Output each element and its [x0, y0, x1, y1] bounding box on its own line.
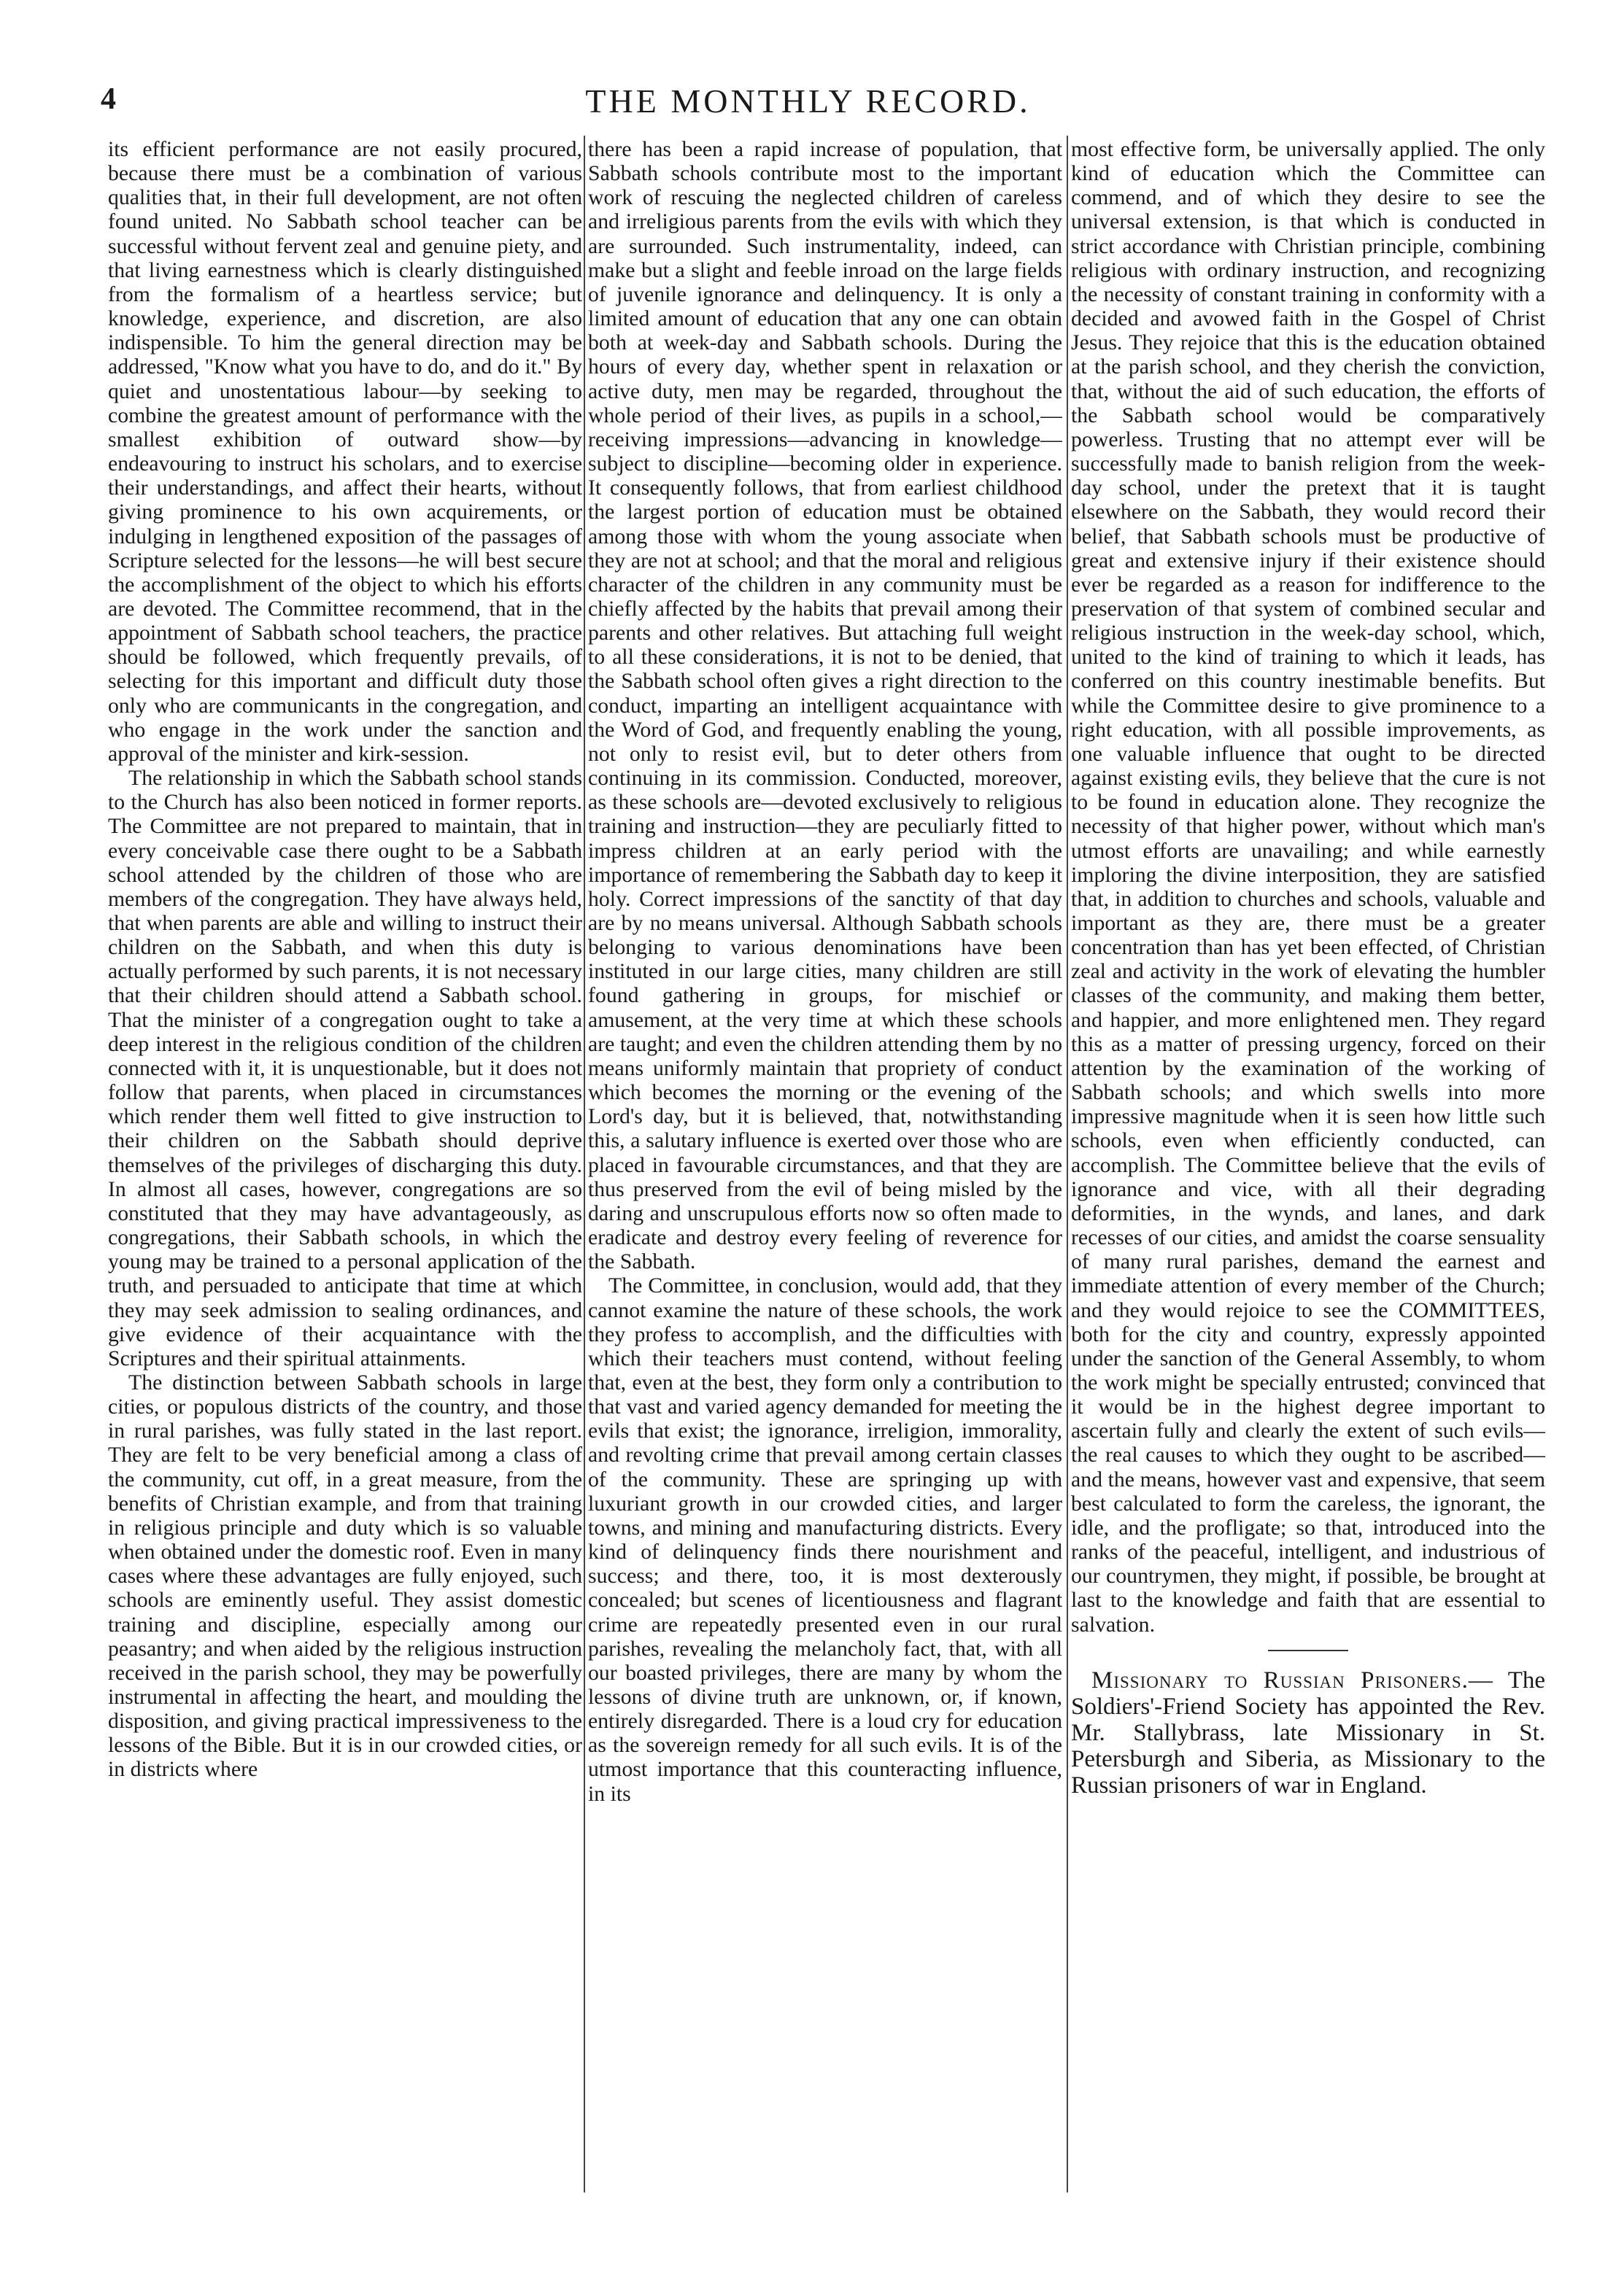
paragraph: its efficient performance are not easily procured, because there must be a combination of various qualities that, in their full development, are not often found united. No Sabbath school teacher can be successful without fervent zeal and genuine piety, and that living earnestness which is clearly distinguished from the formalism of a heartless service; but knowledge, experience, and discretion, are also indispensible. To him the general direction may be addressed, "Know what you have to do, and do it." By quiet and unostentatious labour—by seeking to combine the greatest amount of performance with the smallest exhibition of outward show—by endeavouring to instruct his scholars, and to exercise their understandings, and affect their hearts, without giving prominence to his own acquirements, or indulging in lengthened exposition of the passages of Scripture selected for the lessons—he will best secure the accomplishment of the object to which his efforts are devoted. The Committee recommend, that in the appointment of Sabbath school teachers, the practice should be followed, which frequently prevails, of selecting for this important and difficult duty those only who are communicants in the congregation, and who engage in the work under the sanction and approval of the minister and kirk-session.: [108, 137, 582, 766]
text-column-2: [588, 137, 1062, 1806]
paragraph: there has been a rapid increase of population, that Sabbath schools contribute most to the important work of rescuing the neglected children of careless and irreligious parents from the evils with which they are surrounded. Such instrumentality, indeed, can make but a slight and feeble inroad on the large fields of juvenile ignorance and delinquency. It is only a limited amount of education that any one can obtain both at week-day and Sabbath schools. During the hours of every day, whether spent in relaxation or active duty, men may be regarded, throughout the whole period of their lives, as pupils in a school,—receiving impressions—advancing in knowledge—subject to discipline—becoming older in experience. It consequently follows, that from earliest childhood the largest portion of education must be obtained among those with whom the young associate when they are not at school; and that the moral and religious character of the children in any community must be chiefly affected by the habits that prevail among their parents and other relatives. But attaching full weight to all these considerations, it is not to be denied, that the Sabbath school often gives a right direction to the conduct, imparting an intelligent acquaintance with the Word of God, and frequently enabling the young, not only to resist evil, but to deter others from continuing in its commission. Conducted, moreover, as these schools are—devoted exclusively to religious training and instruction—they are peculiarly fitted to impress children at an early period with the importance of remembering the Sabbath day to keep it holy. Correct impressions of the sanctity of that day are by no means universal. Although Sabbath schools belonging to various denominations have been instituted in our large cities, many children are still found gathering in groups, for mischief or amusement, at the very time at which these schools are taught; and even the children attending them by no means uniformly maintain that propriety of conduct which becomes the morning or the evening of the Lord's day, but it is believed, that, notwithstanding this, a salutary influence is exerted over those who are placed in favourable circumstances, and that they are thus preserved from the evil of being misled by the daring and unscrupulous efforts now so often made to eradicate and destroy every feeling of reverence for the Sabbath.: [588, 137, 1062, 1274]
paragraph: The relationship in which the Sabbath school stands to the Church has also been noticed in former reports. The Committee are not prepared to maintain, that in every conceivable case there ought to be a Sabbath school attended by the children of those who are members of the congregation. They have always held, that when parents are able and willing to instruct their children on the Sabbath, and when this duty is actually performed by such parents, it is not necessary that their children should attend a Sabbath school. That the minister of a congregation ought to take a deep interest in the religious condition of the children connected with it, it is unquestionable, but it does not follow that parents, when placed in circumstances which render them well fitted to give instruction to their children on the Sabbath should deprive themselves of the privileges of discharging this duty. In almost all cases, however, congregations are so constituted that they may have advantageously, as congregations, their Sabbath schools, in which the young may be trained to a personal application of the truth, and persuaded to anticipate that time at which they may seek admission to sealing ordinances, and give evidence of their acquaintance with the Scriptures and their spiritual attainments.: [108, 766, 582, 1370]
text-column-1: [108, 137, 582, 1782]
column-rule-left: [584, 136, 585, 2192]
paragraph: most effective form, be universally applied. The only kind of education which the Committee can commend, and of which they desire to see the universal extension, is that which is conducted in strict accordance with Christian principle, combining religious with ordinary instruction, and recognizing the necessity of constant training in conformity with a decided and avowed faith in the Gospel of Christ Jesus. They rejoice that this is the education obtained at the parish school, and they cherish the conviction, that, without the aid of such education, the efforts of the Sabbath school would be comparatively powerless. Trusting that no attempt ever will be successfully made to banish religion from the week-day school, under the pretext that it is taught elsewhere on the Sabbath, they would record their belief, that Sabbath schools must be productive of great and extensive injury if their existence should ever be regarded as a reason for indifference to the preservation of that system of combined secular and religious instruction in the week-day school, which, united to the kind of training to which it leads, has conferred on this country inestimable benefits. But while the Committee desire to give prominence to a right education, with all possible improvements, as one valuable influence that ought to be directed against existing evils, they believe that the cure is not to be found in education alone. They recognize the necessity of that higher power, without which man's utmost efforts are unavailing; and while earnestly imploring the divine interposition, they are satisfied that, in addition to churches and schools, valuable and important as they are, there must be a greater concentration than has yet been effected, of Christian zeal and activity in the work of elevating the humbler classes of the community, and making them better, and happier, and more enlightened men. They regard this as a matter of pressing urgency, forced on their attention by the examination of the working of Sabbath schools; and which swells into more impressive magnitude when it is seen how little such schools, even when efficiently conducted, can accomplish. The Committee believe that the evils of ignorance and vice, with all their degrading deformities, in the wynds, and lanes, and dark recesses of our cities, and amidst the coarse sensuality of many rural parishes, demand the earnest and immediate attention of every member of the Church; and they would rejoice to see the COMMITTEES, both for the city and country, expressly appointed under the sanction of the General Assembly, to whom the work might be specially entrusted; convinced that it would be in the highest degree important to ascertain fully and clearly the extent of such evils—the real causes to which they ought to be ascribed—and the means, however vast and expensive, that seem best calculated to form the careless, the ignorant, the idle, and the profligate; so that, introduced into the ranks of the peaceful, intelligent, and industrious of our countrymen, they might, if possible, be brought at last to the knowledge and faith that are essential to salvation.: [1071, 137, 1545, 1637]
running-title: THE MONTHLY RECORD.: [585, 82, 1031, 120]
column-rule-right: [1067, 136, 1068, 2192]
page-number: 4: [101, 82, 116, 116]
notice-paragraph: [1071, 1667, 1545, 1799]
section-divider: [1268, 1650, 1348, 1651]
text-column-3: [1071, 137, 1545, 1799]
notice-heading: Missionary to Russian Prisoners.—: [1091, 1667, 1493, 1694]
paragraph: The Committee, in conclusion, would add, that they cannot examine the nature of these schools, the work they profess to accomplish, and the difficulties with which their teachers must contend, without feeling that, even at the best, they form only a contribution to that vast and varied agency demanded for meeting the evils that exist; the ignorance, irreligion, immorality, and revolting crime that prevail among certain classes of the community. These are springing up with luxuriant growth in our crowded cities, and larger towns, and mining and manufacturing districts. Every kind of delinquency finds there nourishment and success; and there, too, it is most dexterously concealed; but scenes of licentiousness and flagrant crime are repeatedly presented even in our rural parishes, revealing the melancholy fact, that, with all our boasted privileges, there are many by whom the lessons of divine truth are unknown, or, if known, entirely disregarded. There is a loud cry for education as the sovereign remedy for all such evils. It is of the utmost importance that this counteracting influence, in its: [588, 1273, 1062, 1806]
paragraph: The distinction between Sabbath schools in large cities, or populous districts of the country, and those in rural parishes, was fully stated in the last report. They are felt to be very beneficial among a class of the community, cut off, in a great measure, from the benefits of Christian example, and from that training in religious principle and duty which is so valuable when obtained under the domestic roof. Even in many cases where these advantages are fully enjoyed, such schools are eminently useful. They assist domestic training and discipline, especially among our peasantry; and when aided by the religious instruction received in the parish school, they may be powerfully instrumental in affecting the heart, and moulding the disposition, and giving practical impressiveness to the lessons of the Bible. But it is in our crowded cities, or in districts where: [108, 1370, 582, 1782]
notice-body: The Soldiers'-Friend Society has appointed the Rev. Mr. Stallybrass, late Missionary in St. Petersburgh and Siberia, as Missionary to the Russian prisoners of war in England.: [1071, 1667, 1545, 1799]
